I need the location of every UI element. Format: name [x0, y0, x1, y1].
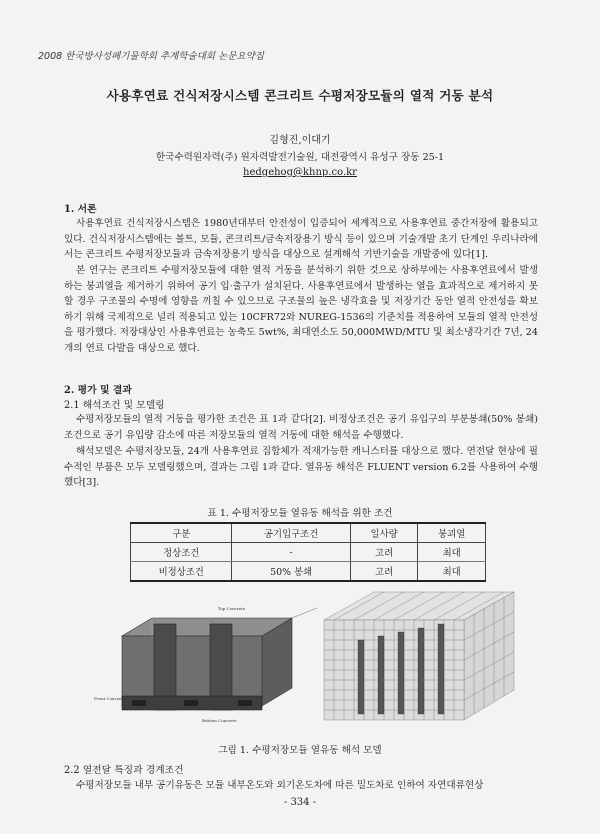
- paper-title: 사용후연료 건식저장시스템 콘크리트 수평저장모듈의 열적 거동 분석: [106, 88, 494, 103]
- table-cell: -: [232, 543, 350, 562]
- label-top-concrete: Top Concrete: [218, 606, 246, 611]
- table-header-cell: 공기입구조건: [232, 523, 350, 543]
- table-header-row: [131, 523, 486, 543]
- table-cell: 고려: [350, 543, 418, 562]
- mesh-render: [324, 592, 514, 720]
- module-render: [122, 608, 317, 710]
- table-row: [131, 562, 486, 582]
- storage-module-mesh-model: [314, 580, 522, 732]
- authors: 김형진,이대기: [269, 135, 331, 146]
- table-cell: 최대: [418, 543, 486, 562]
- table-header-cell: 구분: [131, 523, 232, 543]
- subsection-heading-heat-transfer: 2.2 열전달 특징과 경계조건: [64, 765, 184, 776]
- table-cell: 50% 봉쇄: [232, 562, 350, 582]
- affiliation: 한국수력원자력(주) 원자력발전기술원, 대전광역시 유성구 장동 25-1: [155, 152, 445, 163]
- conditions-paragraph-2: 해석모델은 수평저장모듈, 24개 사용후연료 집합체가 적재가능한 캐니스터를 대상으로 했다. 연전달 현상에 필수적인 부품은 모두 모델링했으며, 결과는 그림 1과 같다. 열유동 해석은 FLUENT version 6.2를 사용하여 수행했다[3].: [64, 446, 538, 489]
- table-header-cell: 붕괴열: [418, 523, 486, 543]
- running-header: 2008 한국방사성폐기물학회 추계학술대회 논문요약집: [38, 51, 264, 62]
- section-heading-results: 2. 평가 및 결과: [64, 385, 132, 396]
- table-row: [131, 543, 486, 562]
- conditions-paragraph-1: 수평저장모듈의 열적 거동을 평가한 조건은 표 1과 같다[2]. 비정상조건은 공기 유입구의 부분봉쇄(50% 봉쇄) 조건으로 공기 유입량 감소에 따른 저장모듈의 열적 거동에 대한 해석을 수행했다.: [64, 414, 538, 441]
- table-cell: 비정상조건: [131, 562, 232, 582]
- table-header-cell: 일사량: [350, 523, 418, 543]
- label-front-concrete: Front Concrete: [94, 696, 126, 701]
- table-cell: 최대: [418, 562, 486, 582]
- conditions-table: [130, 522, 486, 582]
- table-caption: 표 1. 수평저장모듈 열유동 해석을 위한 조건: [207, 508, 393, 519]
- section-heading-intro: 1. 서론: [64, 204, 97, 215]
- label-bottom-concrete: Bottom Concrete: [202, 718, 237, 723]
- intro-paragraph-1: 사용후연료 건식저장시스템은 1980년대부터 안전성이 입증되어 세계적으로 사용후연료 중간저장에 활용되고 있다. 건식저장시스템에는 볼트, 모듈, 콘크리트/금속저장용기 방식 등이 있으며 기술개발 초기 단계인 우리나라에서는 콘크리트 수평저장모듈과 금속저장용기 방식을 대상으로 설계해석 기반기술을 개발중에 있다[1].: [64, 218, 538, 261]
- subsection-heading-conditions: 2.1 해석조건 및 모델링: [64, 400, 165, 411]
- figure-caption: 그림 1. 수평저장모듈 열유동 해석 모델: [218, 745, 382, 756]
- table-cell: 고려: [350, 562, 418, 582]
- table-cell: 정상조건: [131, 543, 232, 562]
- storage-module-3d-model: [92, 596, 322, 726]
- intro-paragraph-2: 본 연구는 콘크리트 수평저장모듈에 대한 열적 거동을 분석하기 위한 것으로 상하부에는 사용후연료에서 발생하는 붕괴열을 제거하기 위하여 공기 입·출구가 설치된다. 사용후연료에서 발생하는 열을 효과적으로 제거하지 못할 경우 구조물의 수명에 영향을 끼칠 수 있으므로 구조물의 높은 냉각효율 및 저장기간 동안 열적 안전성을 확보하기 위해 국제적으로 널리 적용되고 있는 10CFR72와 NUREG-1536의 기준치를 적용하여 모듈의 열적 안전성을 평가했다. 저장대상인 사용후연료는 농축도 5wt%, 최대연소도 50,000MWD/MTU 및 최소냉각기간 7년, 24개의 연료 다발을 대상으로 했다.: [64, 265, 538, 354]
- page-number: - 334 -: [283, 797, 317, 808]
- email-link[interactable]: hedgehog@khnp.co.kr: [243, 167, 357, 178]
- heat-transfer-paragraph: 수평저장모듈 내부 공기유동은 모듈 내부온도와 외기온도차에 따른 밀도차로 인하여 자연대류현상: [76, 780, 484, 791]
